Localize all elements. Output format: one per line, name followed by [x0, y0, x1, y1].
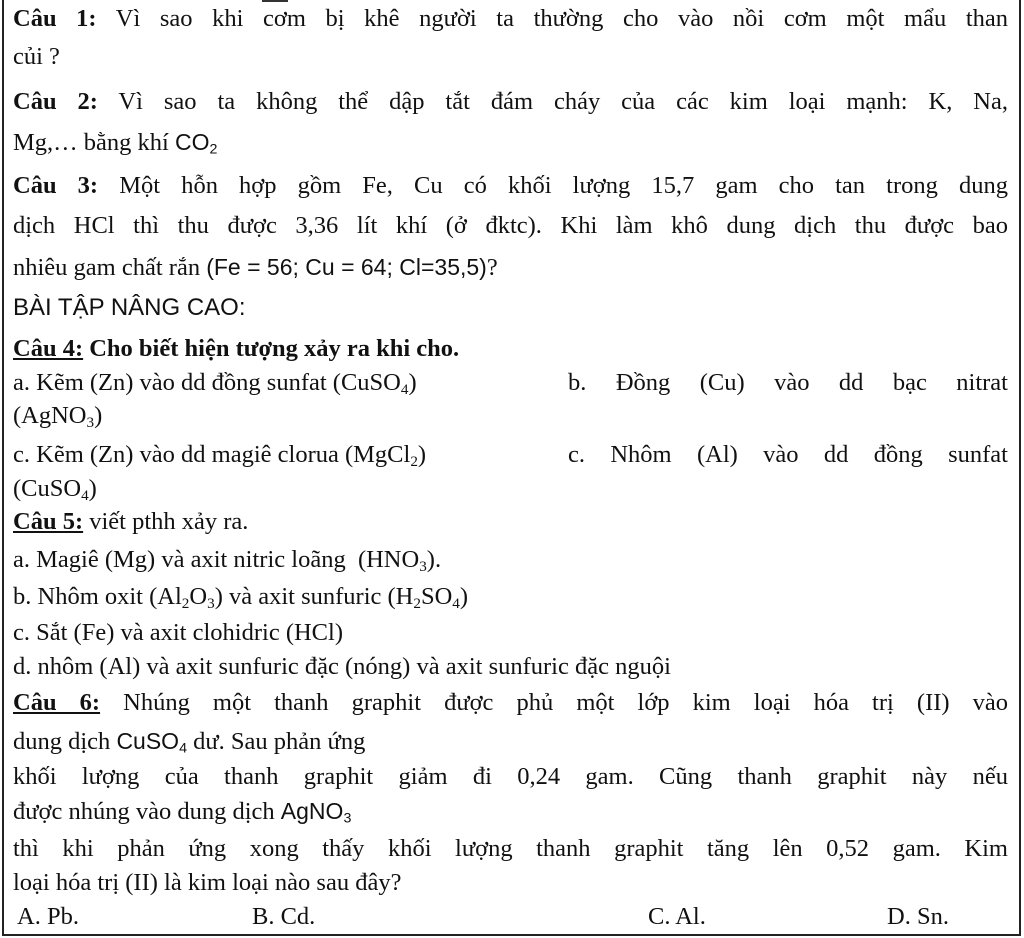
q4-option-d: c. Nhôm (Al) vào dd đồng sunfat — [568, 441, 1008, 468]
top-mark — [262, 0, 288, 2]
q2-line1: Câu 2: Vì sao ta không thể dập tắt đám cháy của các kim loại mạnh: K, Na, — [13, 88, 1008, 115]
q5-option-d: d. nhôm (Al) và axit sunfuric đặc (nóng) và axit sunfuric đặc nguội — [13, 653, 671, 680]
q4-label: Câu 4: — [13, 335, 84, 362]
q6-line3: khối lượng của thanh graphit giảm đi 0,24 gam. Cũng thanh graphit này nếu — [13, 763, 1008, 790]
q5-label: Câu 5: — [13, 508, 84, 535]
q4-option-c: c. Kẽm (Zn) vào dd magiê clorua (MgCl$_2$) — [13, 441, 427, 470]
q6-line6: loại hóa trị (II) là kim loại nào sau đây? — [13, 869, 402, 896]
q6-option-a: A. Pb. — [17, 903, 79, 930]
advanced-heading: BÀI TẬP NÂNG CAO: — [13, 294, 246, 321]
q6-option-d: D. Sn. — [887, 903, 949, 930]
q6-option-b: B. Cd. — [252, 903, 316, 930]
q6-line5: thì khi phản ứng xong thấy khối lượng thanh graphit tăng lên 0,52 gam. Kim — [13, 835, 1008, 862]
q1-line1: Câu 1: Vì sao khi cơm bị khê người ta thường cho vào nồi cơm một mẩu than — [13, 5, 1009, 32]
q1-line2: củi ? — [13, 43, 60, 70]
q6-line4: được nhúng vào dung dịch AgNO$_3$ — [13, 798, 352, 827]
q1-label: Câu 1: — [13, 5, 97, 32]
q2-line2: Mg,… bằng khí $CO_2$ — [13, 129, 218, 158]
q5-option-c: c. Sắt (Fe) và axit clohidric (HCl) — [13, 619, 343, 646]
q3-line2: dịch HCl thì thu được 3,36 lít khí (ở đktc). Khi làm khô dung dịch thu được bao — [13, 212, 1008, 239]
q3-line3: nhiêu gam chất rắn (Fe = 56; Cu = 64; Cl=35,5)? — [13, 254, 498, 281]
q4-option-b-cont: (AgNO$_3$) — [13, 402, 103, 431]
q4-option-d-cont: (CuSO$_4$) — [13, 475, 97, 504]
q3-label: Câu 3: — [13, 172, 99, 199]
q6-line1: Câu 6: Nhúng một thanh graphit được phủ một lớp kim loại hóa trị (II) vào — [13, 689, 1008, 716]
q3-line1: Câu 3: Một hỗn hợp gồm Fe, Cu có khối lượng 15,7 gam cho tan trong dung — [13, 172, 1009, 199]
q2-label: Câu 2: — [13, 88, 98, 115]
q6-label: Câu 6: — [13, 689, 101, 716]
q6-line2: dung dịch CuSO$_4$ dư. Sau phản ứng — [13, 728, 366, 757]
q4-title: Câu 4: Cho biết hiện tượng xảy ra khi cho. — [13, 335, 460, 362]
q4-option-a: a. Kẽm (Zn) vào dd đồng sunfat (CuSO$_4$) — [13, 369, 417, 398]
q4-option-b: b. Đồng (Cu) vào dd bạc nitrat — [568, 369, 1008, 396]
q5-option-b: b. Nhôm oxit $(Al_2O_3)$ và axit sunfuric $(H_2SO_4)$ — [13, 583, 469, 612]
q5-title: Câu 5: viết pthh xảy ra. — [13, 508, 249, 535]
q5-option-a: a. Magiê (Mg) và axit nitric loãng $(HNO_3)$. — [13, 546, 442, 575]
q6-option-c: C. Al. — [648, 903, 706, 930]
